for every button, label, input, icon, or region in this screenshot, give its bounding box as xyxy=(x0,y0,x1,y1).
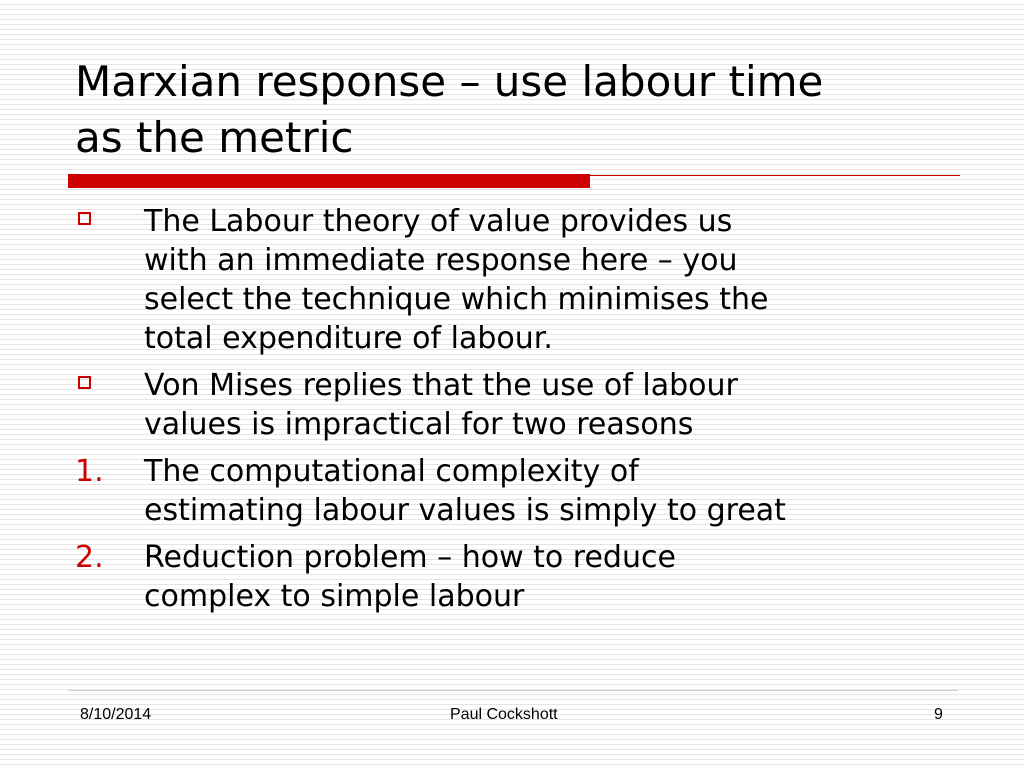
bullet-line: Reduction problem – how to reduce xyxy=(144,540,676,575)
footer-author: Paul Cockshott xyxy=(450,706,558,723)
bullet-line: with an immediate response here – you xyxy=(144,243,738,278)
bullet-line: estimating labour values is simply to great xyxy=(144,493,786,528)
square-bullet-icon xyxy=(78,212,91,225)
numbered-item xyxy=(75,538,975,616)
numbered-item xyxy=(75,452,975,530)
page-number: 9 xyxy=(934,706,943,723)
bullet-line: select the technique which minimises the xyxy=(144,282,769,317)
bullet-line: The Labour theory of value provides us xyxy=(144,204,733,239)
item-number: 1. xyxy=(75,454,104,489)
square-bullet-icon xyxy=(78,376,91,389)
bullet-line: complex to simple labour xyxy=(144,579,525,614)
slide-title xyxy=(75,54,975,166)
bullet-line: Von Mises replies that the use of labour xyxy=(144,368,738,403)
bullet-list xyxy=(75,202,975,624)
slide-title-line-1: Marxian response – use labour time xyxy=(75,57,824,106)
bullet-item xyxy=(75,366,975,444)
bullet-item xyxy=(75,202,975,358)
title-underline-thin xyxy=(590,175,960,176)
slide-title-line-2: as the metric xyxy=(75,113,354,162)
title-underline xyxy=(68,174,960,188)
bullet-line: total expenditure of labour. xyxy=(144,321,553,356)
footer-date: 8/10/2014 xyxy=(80,706,152,723)
bullet-line: values is impractical for two reasons xyxy=(144,407,694,442)
footer-divider xyxy=(68,690,958,691)
title-underline-thick xyxy=(68,174,590,188)
item-number: 2. xyxy=(75,540,104,575)
bullet-line: The computational complexity of xyxy=(144,454,639,489)
